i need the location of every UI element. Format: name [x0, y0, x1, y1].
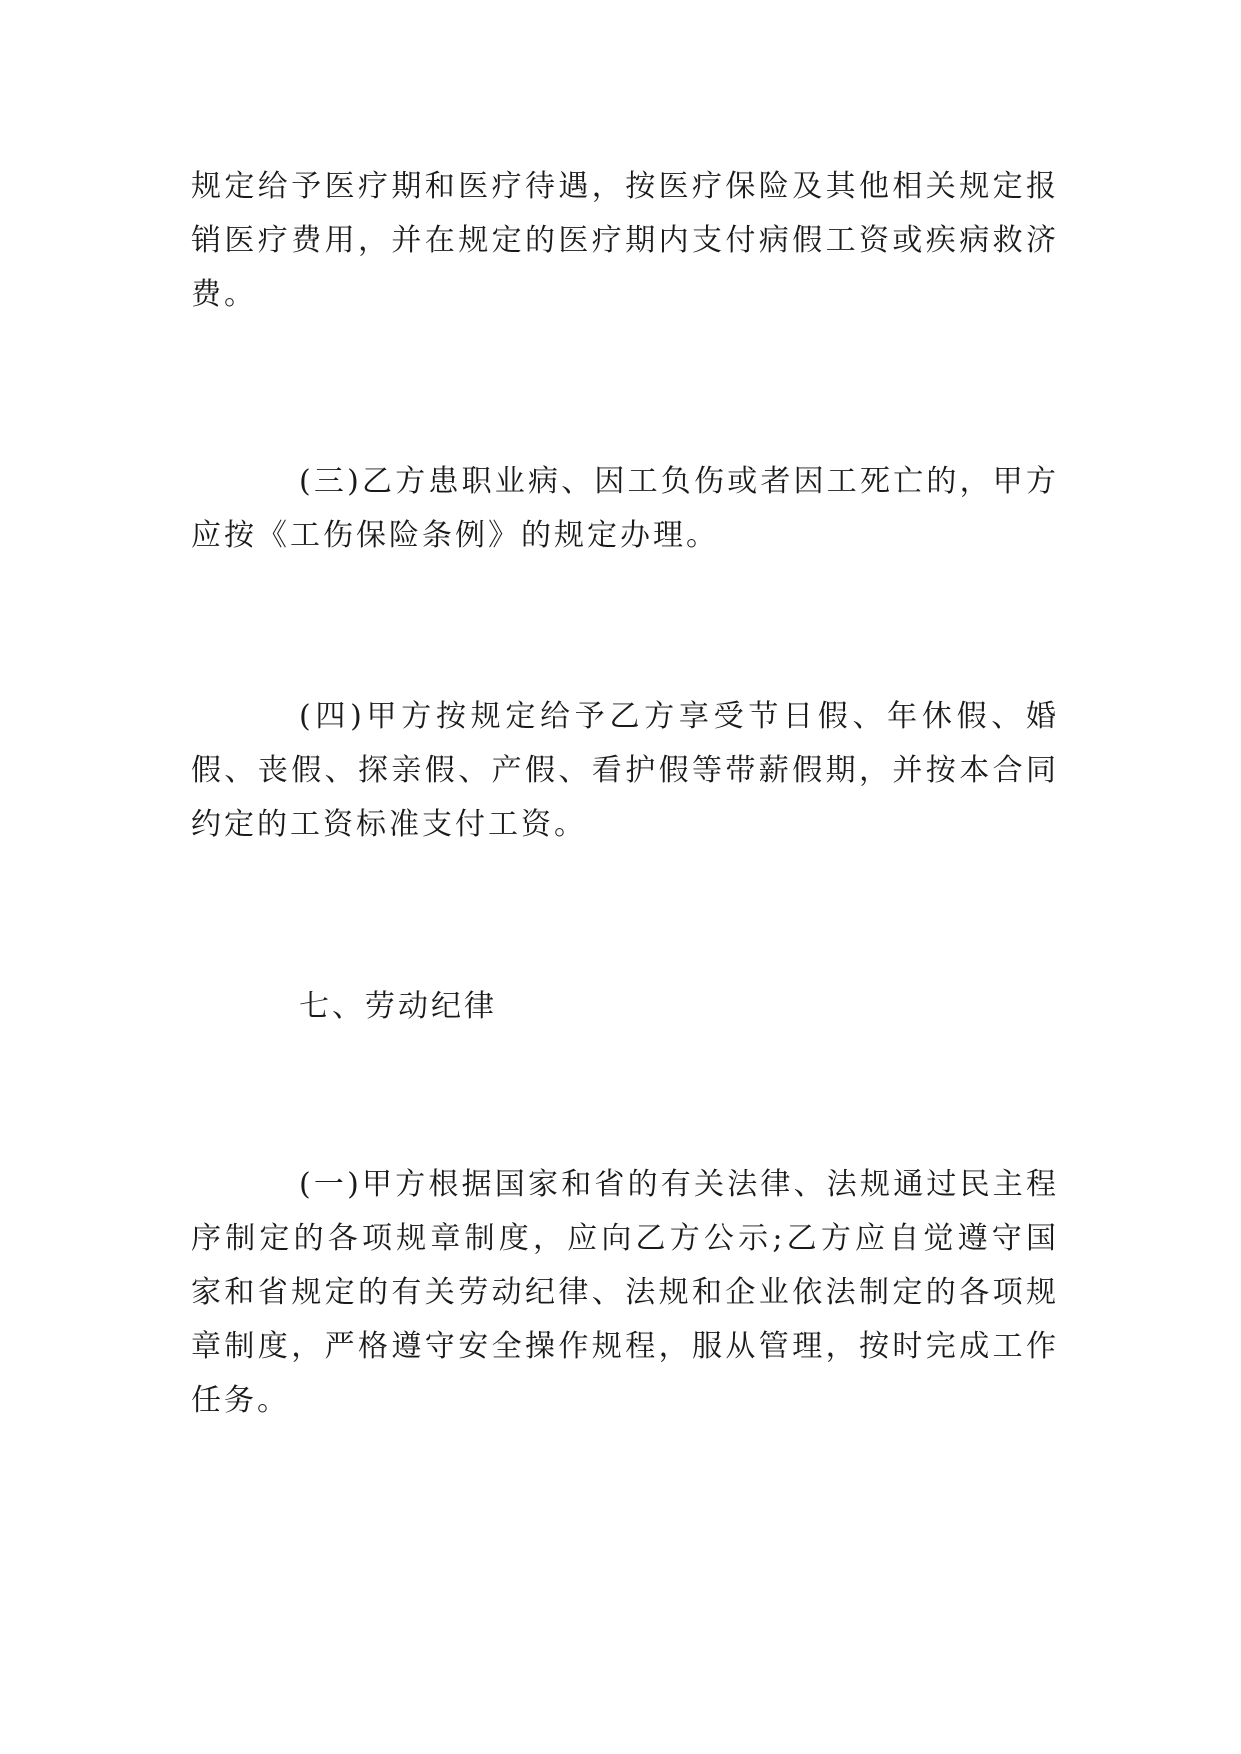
paragraph-item-4-paid-leave: (四)甲方按规定给予乙方享受节日假、年休假、婚假、丧假、探亲假、产假、看护假等带薪假期，并按本合同约定的工资标准支付工资。 — [191, 699, 1059, 842]
paragraph-item-1-rules-compliance: (一)甲方根据国家和省的有关法律、法规通过民主程序制定的各项规章制度，应向乙方公示;乙方应自觉遵守国家和省规定的有关劳动纪律、法规和企业依法制定的各项规章制度，严格遵守安全操作规程，服从管理，按时完成工作任务。 — [191, 1167, 1059, 1418]
section-heading-labor-discipline: 七、劳动纪律 — [299, 989, 497, 1024]
paragraph-continuation-medical: 规定给予医疗期和医疗待遇，按医疗保险及其他相关规定报销医疗费用，并在规定的医疗期内支付病假工资或疾病救济费。 — [191, 169, 1059, 312]
paragraph-item-3-occupational-injury: (三)乙方患职业病、因工负伤或者因工死亡的，甲方应按《工伤保险条例》的规定办理。 — [191, 464, 1059, 553]
